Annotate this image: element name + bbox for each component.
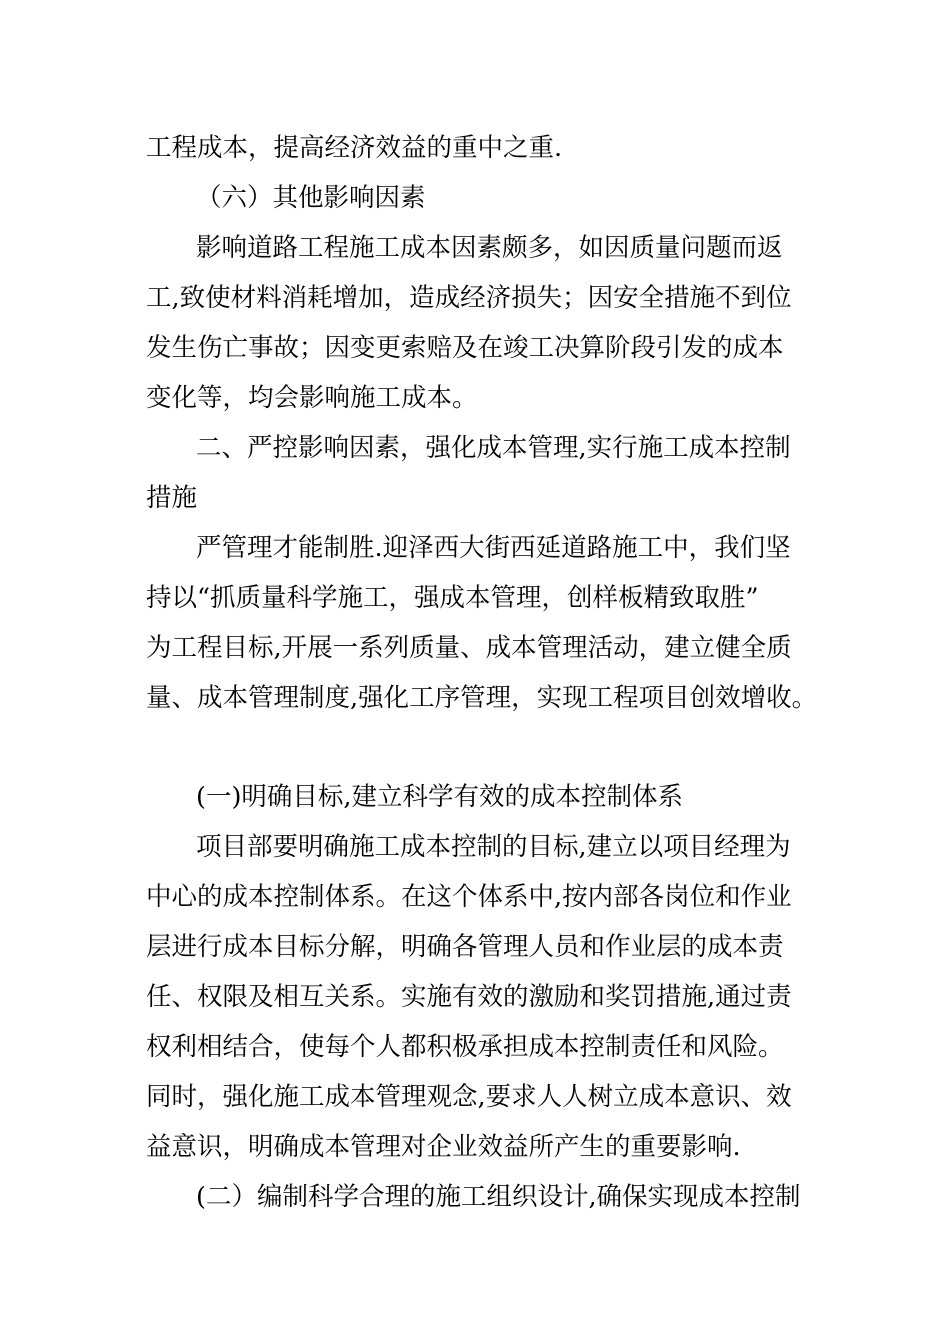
body-text-line: 为工程目标,开展一系列质量、成本管理活动，建立健全质 xyxy=(146,633,792,663)
paragraph-first-line: 项目部要明确施工成本控制的目标,建立以项目经理为 xyxy=(196,832,791,862)
section-heading-continued: 措施 xyxy=(146,483,198,513)
paragraph-first-line: 严管理才能制胜.迎泽西大街西延道路施工中，我们坚 xyxy=(196,533,791,563)
paragraph-first-line: 影响道路工程施工成本因素颇多，如因质量问题而返 xyxy=(196,233,783,263)
body-text-line: 工,致使材料消耗增加，造成经济损失；因安全措施不到位 xyxy=(146,283,792,313)
body-text-line: 同时，强化施工成本管理观念,要求人人树立成本意识、效 xyxy=(146,1082,792,1112)
section-heading: (二）编制科学合理的施工组织设计,确保实现成本控制 xyxy=(196,1182,801,1212)
body-text-line: 层进行成本目标分解，明确各管理人员和作业层的成本责 xyxy=(146,932,784,962)
section-heading: 二、严控影响因素，强化成本管理,实行施工成本控制 xyxy=(196,433,791,463)
body-text-line: 工程成本，提高经济效益的重中之重. xyxy=(146,133,563,163)
section-heading: (一)明确目标,建立科学有效的成本控制体系 xyxy=(196,782,684,812)
body-text-line: 持以“抓质量科学施工，强成本管理，创样板精致取胜” xyxy=(146,583,759,613)
body-text-line: 变化等，均会影响施工成本。 xyxy=(146,383,478,413)
body-text-line: 益意识，明确成本管理对企业效益所产生的重要影响. xyxy=(146,1132,741,1162)
body-text-line: 发生伤亡事故；因变更索赔及在竣工决算阶段引发的成本 xyxy=(146,333,784,363)
body-text-line: 权利相结合，使每个人都积极承担成本控制责任和风险。 xyxy=(146,1032,784,1062)
body-text-line: 任、权限及相互关系。实施有效的激励和奖罚措施,通过责 xyxy=(146,982,792,1012)
body-text-line: 中心的成本控制体系。在这个体系中,按内部各岗位和作业 xyxy=(146,882,792,912)
section-heading: （六）其他影响因素 xyxy=(196,183,426,213)
body-text-line: 量、成本管理制度,强化工序管理，实现工程项目创效增收。 xyxy=(146,683,818,713)
